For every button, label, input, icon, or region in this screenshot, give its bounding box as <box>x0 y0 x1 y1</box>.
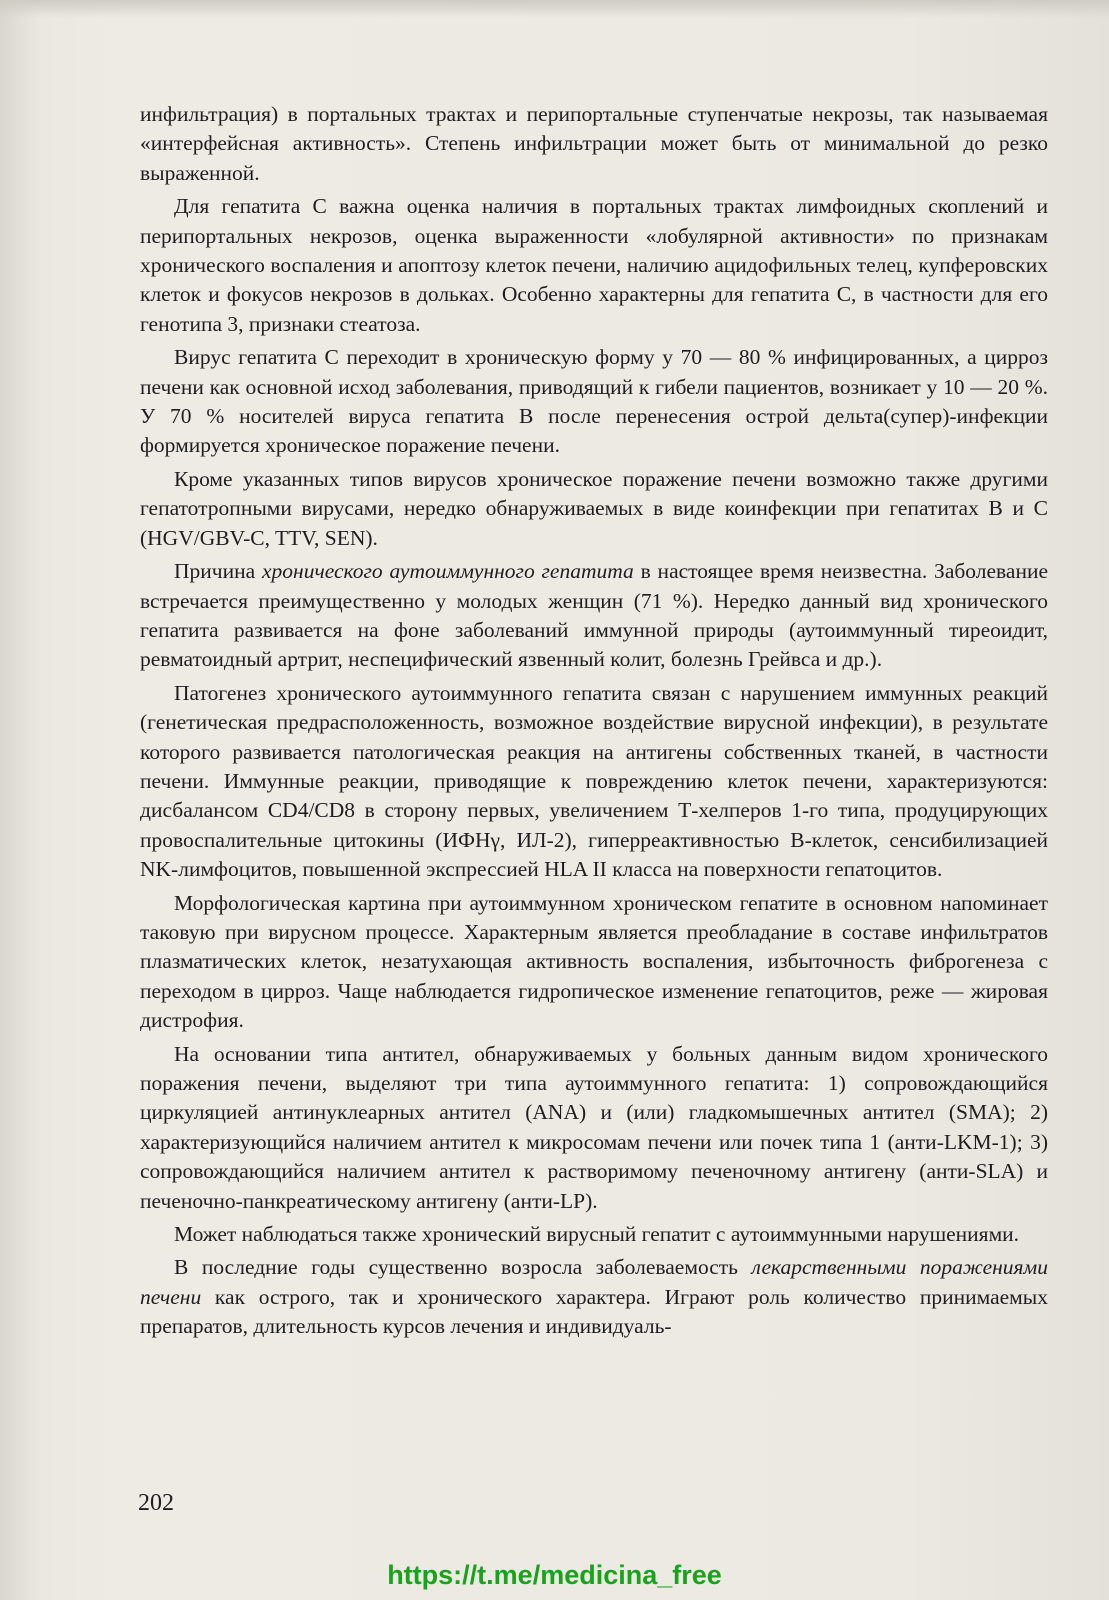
paragraph <box>140 557 1048 675</box>
paragraph: Патогенез хронического аутоиммунного гепатита связан с нарушением иммунных реакций (генетическая предрасположенность, возможное воздействие вирусной инфекции), в результате которого развивается патологическая реакция на антигены собственных тканей, в частности печени. Иммунные реакции, приводящие к повреждению клеток печени, характеризуются: дисбалансом CD4/CD8 в сторону первых, увеличением Т-хелперов 1-го типа, продуцирующих провоспалительные цитокины (ИФНγ, ИЛ-2), гиперреактивностью В-клеток, сенсибилизацией NK-лимфоцитов, повышенной экспрессией HLA II класса на поверхности гепатоцитов. <box>140 680 1048 882</box>
paragraph-text: как острого, так и хронического характера. Играют роль количество принимаемых препаратов, длительность курсов лечения и индивидуаль- <box>140 1284 1048 1339</box>
paragraph: Для гепатита С важна оценка наличия в портальных трактах лимфоидных скоплений и перипортальных некрозов, оценка выраженности «лобулярной активности» по признакам хронического воспаления и апоптозу клеток печени, наличию ацидофильных телец, купферовских клеток и фокусов некрозов в дольках. Особенно характерны для гепатита С, в частности для его генотипа 3, признаки стеатоза. <box>140 194 1048 336</box>
paragraph: Вирус гепатита С переходит в хроническую форму у 70 — 80 % инфицированных, а цирроз печени как основной исход заболевания, приводящий к гибели пациентов, возникает у 10 — 20 %. У 70 % носителей вируса гепатита В после перенесения острой дельта(супер)-инфекции формируется хроническое поражение печени. <box>140 345 1048 458</box>
paragraph: Кроме указанных типов вирусов хроническое поражение печени возможно также другими гепатотропными вирусами, нередко обнаруживаемых в виде коинфекции при гепатитах В и С (HGV/GBV-C, TTV, SEN). <box>140 466 1048 550</box>
footer-link[interactable]: https://t.me/medicina_free <box>387 1560 722 1590</box>
paragraph-text: Причина <box>174 559 262 584</box>
paragraph-text: в настоящее время неизвестна. Заболевание встречается преимущественно у молодых женщин (71 %). Нередко данный вид хронического гепатита развивается на фоне заболеваний иммунной природы (аутоиммунный тиреоидит, ревматоидный артрит, неспецифический язвенный колит, болезнь Грейвса и др.). <box>140 559 1049 672</box>
paragraph: Морфологическая картина при аутоиммунном хроническом гепатите в основном напоминает таковую при вирусном процессе. Характерным является преобладание в составе инфильтратов плазматических клеток, незатухающая активность воспаления, избыточность фиброгенеза с переходом в цирроз. Чаще наблюдается гидропическое изменение гепатоцитов, реже — жировая дистрофия. <box>140 890 1048 1033</box>
body-text <box>140 100 1048 1346</box>
paragraph <box>140 1253 1048 1341</box>
page-number: 202 <box>138 1490 174 1516</box>
paragraph: На основании типа антител, обнаруживаемых у больных данным видом хронического поражения печени, выделяют три типа аутоиммунного гепатита: 1) сопровождающийся циркуляцией антинуклеарных антител (ANA) и (или) гладкомышечных антител (SMA); 2) характеризующийся наличием антител к микросомам печени или почек типа 1 (анти-LKM-1); 3) сопровождающийся наличием антител к растворимому печеночному антигену (анти-SLA) и печеночно-панкреатическому антигену (анти-LP). <box>140 1041 1048 1213</box>
paragraph: Может наблюдаться также хронический вирусный гепатит с аутоиммунными нарушениями. <box>174 1222 1020 1247</box>
paragraph-text: В последние годы существенно возросла заболеваемость <box>174 1255 752 1280</box>
italic-term: хронического аутоиммунного гепатита <box>261 559 634 584</box>
paragraph: инфильтрация) в портальных трактах и перипортальные ступенчатые некрозы, так называемая «интерфейсная активность». Степень инфильтрации может быть от минимальной до резко выраженной. <box>140 102 1048 185</box>
italic-term: лекарственными поражениями печени <box>140 1255 1048 1309</box>
page-top-shadow <box>0 0 1109 18</box>
